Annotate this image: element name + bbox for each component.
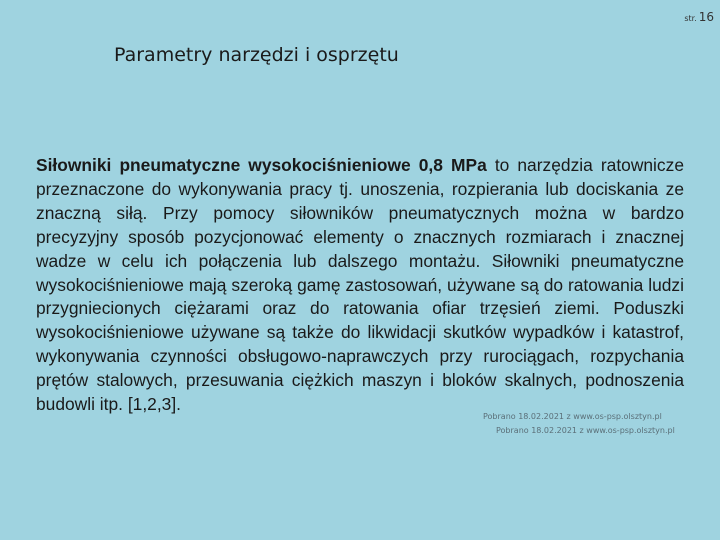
download-watermark: Pobrano 18.02.2021 z www.os-psp.olsztyn.pl [496,426,675,435]
page-number [684,6,714,25]
download-watermark: Pobrano 18.02.2021 z www.os-psp.olsztyn.pl [483,412,662,421]
page-number-value: 16 [698,10,714,24]
body-lead-bold: Siłowniki pneumatyczne wysokociśnieniowe 0,8 MPa [36,155,487,175]
body-text: to narzędzia ratownicze przeznaczone do wykonywania pracy tj. unoszenia, rozpierania lub dociskania ze znaczną siłą. Przy pomocy siłowników pneumatycznych można w bardzo precyzyjny sposób pozycjonować elementy o znacznych rozmiarach i znacznej wadze w celu ich połączenia lub dalszego montażu. Siłowniki pneumatyczne wysokociśnieniowe mają szeroką gamę zastosowań, używane są do ratowania ludzi przygniecionych ciężarami oraz do ratowania ofiar trzęsień ziemi. Poduszki wysokociśnieniowe używane są także do likwidacji skutków wypadków i katastrof, wykonywania czynności obsługowo-naprawczych przy rurociągach, rozpychania prętów stalowych, przesuwania ciężkich maszyn i bloków skalnych, podnoszenia budowli itp. [1,2,3]. [36,155,684,415]
page-number-prefix: str. [684,14,697,23]
body-paragraph [36,154,684,417]
slide-title: Parametry narzędzi i osprzętu [114,44,399,66]
